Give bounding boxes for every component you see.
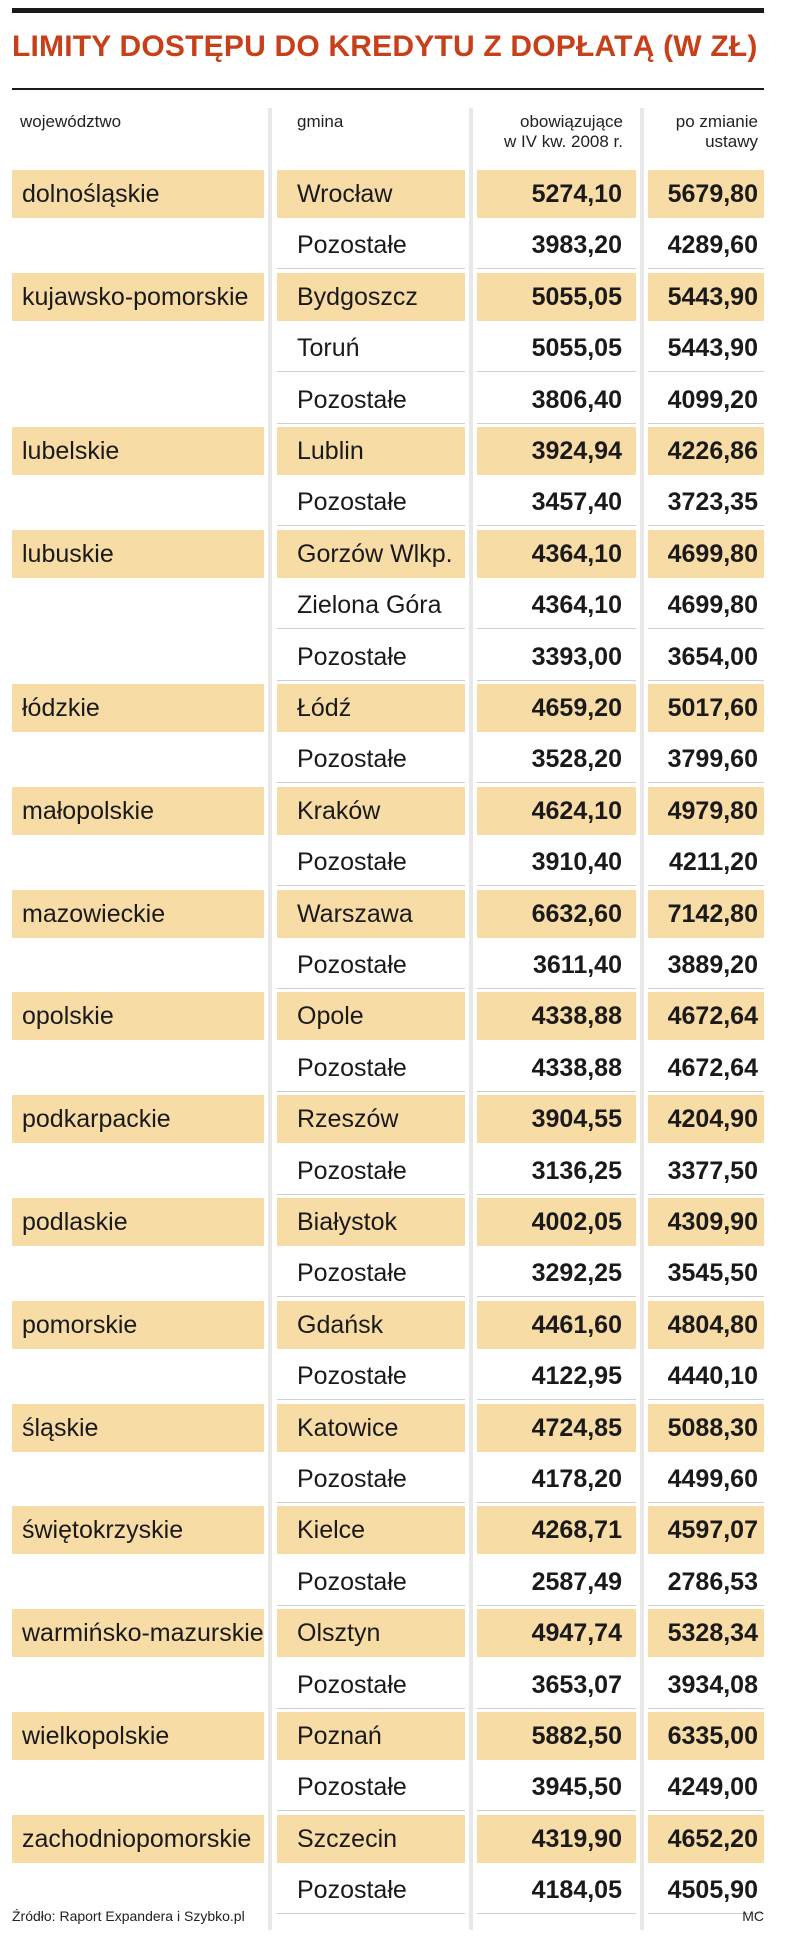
after-change-limit-cell: 4672,64	[648, 992, 764, 1040]
gmina-cell: Zielona Góra	[277, 581, 465, 629]
province-cell: łódzkie	[12, 684, 264, 732]
province-cell	[12, 478, 264, 526]
after-change-limit-cell: 5679,80	[648, 170, 764, 218]
province-cell: dolnośląskie	[12, 170, 264, 218]
current-limit-cell: 4624,10	[477, 787, 636, 835]
current-limit-cell: 4002,05	[477, 1198, 636, 1246]
after-change-limit-cell: 4652,20	[648, 1815, 764, 1863]
header-province: województwo	[20, 112, 122, 131]
after-change-limit-cell: 3889,20	[648, 941, 764, 989]
current-limit-cell: 3910,40	[477, 838, 636, 886]
after-change-limit-cell: 3723,35	[648, 478, 764, 526]
gmina-cell: Łódź	[277, 684, 465, 732]
gmina-cell: Toruń	[277, 324, 465, 372]
province-cell	[12, 735, 264, 783]
gmina-cell: Pozostałe	[277, 1866, 465, 1914]
gmina-cell: Pozostałe	[277, 838, 465, 886]
province-cell: pomorskie	[12, 1301, 264, 1349]
gmina-cell: Pozostałe	[277, 376, 465, 424]
after-change-limit-cell: 3934,08	[648, 1661, 764, 1709]
province-cell	[12, 1044, 264, 1092]
gmina-cell: Pozostałe	[277, 221, 465, 269]
province-cell: świętokrzyskie	[12, 1506, 264, 1554]
after-change-limit-cell: 5088,30	[648, 1404, 764, 1452]
province-cell: warmińsko-mazurskie	[12, 1609, 264, 1657]
province-cell	[12, 1249, 264, 1297]
after-change-limit-cell: 4309,90	[648, 1198, 764, 1246]
current-limit-cell: 3945,50	[477, 1763, 636, 1811]
province-cell	[12, 1455, 264, 1503]
after-change-limit-cell: 2786,53	[648, 1558, 764, 1606]
after-change-limit-cell: 4699,80	[648, 581, 764, 629]
current-limit-cell: 4268,71	[477, 1506, 636, 1554]
current-limit-cell: 3292,25	[477, 1249, 636, 1297]
gmina-cell: Pozostałe	[277, 1455, 465, 1503]
gmina-cell: Pozostałe	[277, 941, 465, 989]
after-change-limit-cell: 5443,90	[648, 273, 764, 321]
current-limit-cell: 3806,40	[477, 376, 636, 424]
province-cell: opolskie	[12, 992, 264, 1040]
after-change-limit-cell: 4597,07	[648, 1506, 764, 1554]
current-limit-cell: 3136,25	[477, 1147, 636, 1195]
after-change-limit-cell: 7142,80	[648, 890, 764, 938]
gmina-cell: Olsztyn	[277, 1609, 465, 1657]
header-current-line1: obowiązujące	[519, 112, 623, 131]
current-limit-cell: 4338,88	[477, 992, 636, 1040]
gmina-cell: Rzeszów	[277, 1095, 465, 1143]
current-limit-cell: 3528,20	[477, 735, 636, 783]
gmina-cell: Wrocław	[277, 170, 465, 218]
gmina-cell: Pozostałe	[277, 735, 465, 783]
after-change-limit-cell: 3654,00	[648, 633, 764, 681]
after-change-limit-cell: 4289,60	[648, 221, 764, 269]
current-limit-cell: 4947,74	[477, 1609, 636, 1657]
province-cell	[12, 838, 264, 886]
current-limit-cell: 5055,05	[477, 324, 636, 372]
current-limit-cell: 4184,05	[477, 1866, 636, 1914]
after-change-limit-cell: 4804,80	[648, 1301, 764, 1349]
current-limit-cell: 3653,07	[477, 1661, 636, 1709]
gmina-cell: Pozostałe	[277, 1352, 465, 1400]
current-limit-cell: 3904,55	[477, 1095, 636, 1143]
gmina-cell: Pozostałe	[277, 1044, 465, 1092]
gmina-cell: Pozostałe	[277, 478, 465, 526]
gmina-cell: Gorzów Wlkp.	[277, 530, 465, 578]
current-limit-cell: 4724,85	[477, 1404, 636, 1452]
gmina-cell: Pozostałe	[277, 1558, 465, 1606]
current-limit-cell: 3611,40	[477, 941, 636, 989]
header-current-line2: w IV kw. 2008 r.	[503, 132, 623, 151]
after-change-limit-cell: 4099,20	[648, 376, 764, 424]
current-limit-cell: 4319,90	[477, 1815, 636, 1863]
gmina-cell: Bydgoszcz	[277, 273, 465, 321]
after-change-limit-cell: 4226,86	[648, 427, 764, 475]
gmina-cell: Pozostałe	[277, 1147, 465, 1195]
province-cell	[12, 1558, 264, 1606]
gmina-cell: Kraków	[277, 787, 465, 835]
current-limit-cell: 4659,20	[477, 684, 636, 732]
province-cell: kujawsko-pomorskie	[12, 273, 264, 321]
current-limit-cell: 3924,94	[477, 427, 636, 475]
gmina-cell: Białystok	[277, 1198, 465, 1246]
province-cell: podlaskie	[12, 1198, 264, 1246]
province-cell	[12, 1352, 264, 1400]
after-change-limit-cell: 5328,34	[648, 1609, 764, 1657]
after-change-limit-cell: 4979,80	[648, 787, 764, 835]
after-change-limit-cell: 4440,10	[648, 1352, 764, 1400]
province-cell	[12, 581, 264, 629]
province-cell: zachodniopomorskie	[12, 1815, 264, 1863]
current-limit-cell: 3983,20	[477, 221, 636, 269]
current-limit-cell: 5274,10	[477, 170, 636, 218]
after-change-limit-cell: 3377,50	[648, 1147, 764, 1195]
gmina-cell: Pozostałe	[277, 1763, 465, 1811]
after-change-limit-cell: 5443,90	[648, 324, 764, 372]
current-limit-cell: 5055,05	[477, 273, 636, 321]
province-cell: małopolskie	[12, 787, 264, 835]
gmina-cell: Warszawa	[277, 890, 465, 938]
after-change-limit-cell: 4505,90	[648, 1866, 764, 1914]
current-limit-cell: 4338,88	[477, 1044, 636, 1092]
province-cell	[12, 1661, 264, 1709]
after-change-limit-cell: 3545,50	[648, 1249, 764, 1297]
author-initials: MC	[742, 1908, 764, 1924]
after-change-limit-cell: 3799,60	[648, 735, 764, 783]
gmina-cell: Katowice	[277, 1404, 465, 1452]
current-limit-cell: 4122,95	[477, 1352, 636, 1400]
current-limit-cell: 6632,60	[477, 890, 636, 938]
current-limit-cell: 4178,20	[477, 1455, 636, 1503]
current-limit-cell: 4364,10	[477, 530, 636, 578]
after-change-limit-cell: 4204,90	[648, 1095, 764, 1143]
province-cell: lubelskie	[12, 427, 264, 475]
gmina-cell: Szczecin	[277, 1815, 465, 1863]
source-note: Źródło: Raport Expandera i Szybko.pl	[12, 1908, 245, 1924]
after-change-limit-cell: 4499,60	[648, 1455, 764, 1503]
page-title: LIMITY DOSTĘPU DO KREDYTU Z DOPŁATĄ (W ZŁ)	[12, 30, 758, 63]
province-cell: mazowieckie	[12, 890, 264, 938]
province-cell: lubuskie	[12, 530, 264, 578]
after-change-limit-cell: 4672,64	[648, 1044, 764, 1092]
gmina-cell: Pozostałe	[277, 1661, 465, 1709]
after-change-limit-cell: 4211,20	[648, 838, 764, 886]
province-cell: śląskie	[12, 1404, 264, 1452]
after-change-limit-cell: 4699,80	[648, 530, 764, 578]
after-change-limit-cell: 6335,00	[648, 1712, 764, 1760]
current-limit-cell: 4364,10	[477, 581, 636, 629]
province-cell	[12, 1147, 264, 1195]
gmina-cell: Opole	[277, 992, 465, 1040]
header-after-line2: ustawy	[705, 132, 758, 151]
province-cell	[12, 324, 264, 372]
gmina-cell: Lublin	[277, 427, 465, 475]
current-limit-cell: 2587,49	[477, 1558, 636, 1606]
header-after-line1: po zmianie	[675, 112, 758, 131]
province-cell	[12, 1763, 264, 1811]
after-change-limit-cell: 5017,60	[648, 684, 764, 732]
province-cell	[12, 633, 264, 681]
gmina-cell: Poznań	[277, 1712, 465, 1760]
province-cell	[12, 221, 264, 269]
gmina-cell: Pozostałe	[277, 1249, 465, 1297]
current-limit-cell: 3457,40	[477, 478, 636, 526]
province-cell	[12, 376, 264, 424]
current-limit-cell: 3393,00	[477, 633, 636, 681]
province-cell: wielkopolskie	[12, 1712, 264, 1760]
gmina-cell: Gdańsk	[277, 1301, 465, 1349]
current-limit-cell: 4461,60	[477, 1301, 636, 1349]
current-limit-cell: 5882,50	[477, 1712, 636, 1760]
province-cell	[12, 941, 264, 989]
province-cell	[12, 1866, 264, 1914]
after-change-limit-cell: 4249,00	[648, 1763, 764, 1811]
gmina-cell: Pozostałe	[277, 633, 465, 681]
province-cell: podkarpackie	[12, 1095, 264, 1143]
gmina-cell: Kielce	[277, 1506, 465, 1554]
header-gmina: gmina	[297, 112, 344, 131]
